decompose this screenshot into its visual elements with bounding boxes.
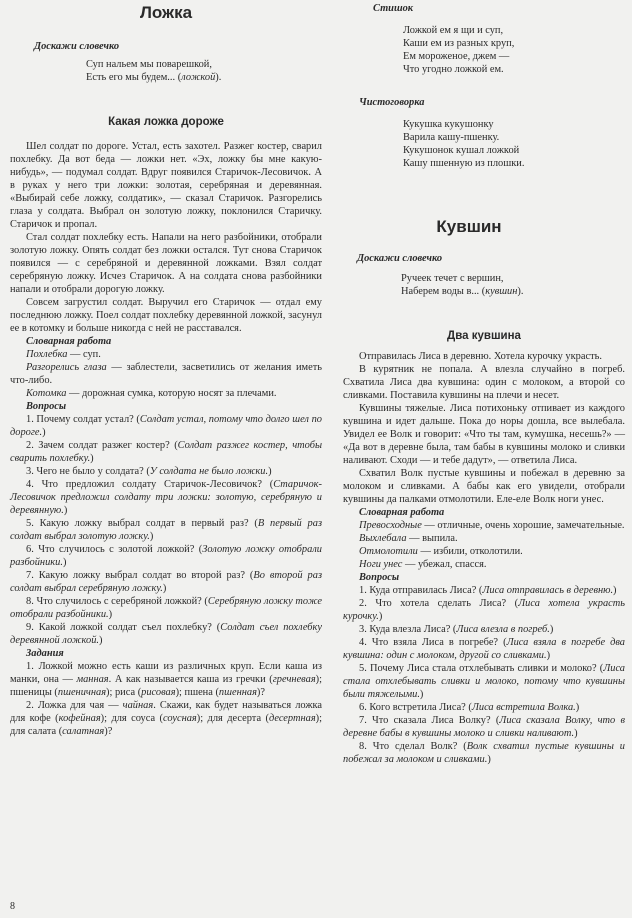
question-item: 2. Зачем солдат разжег костер? (Солдат разжег костер, чтобы сварить похлебку.) bbox=[10, 440, 322, 464]
stishok-label: Стишок bbox=[373, 3, 414, 14]
title-dva-kuvshina: Два кувшина bbox=[447, 330, 521, 342]
question-item: 8. Что случилось с серебряной ложкой? (Серебряную ложку тоже отобрали разбойники.) bbox=[10, 596, 322, 620]
paragraph: Стал солдат похлебку есть. Напали на него разбойники, отобрали золотую ложку. Опять солдат без ложки остался. Тут снова Старичок появился — с серебряной и деревянной ложками. Взял солдат серебряную ложку. Исчез Старичок. А на солдата снова разбойники напали и отобрали дорогую ложку. bbox=[10, 232, 322, 295]
slov-label-2: Словарная работа bbox=[359, 507, 445, 518]
riddle-line: Наберем воды в... (кувшин). bbox=[401, 286, 524, 297]
riddle-line: Есть его мы будем... (ложкой). bbox=[86, 72, 222, 83]
vocab-item: Превосходные — отличные, очень хорошие, замечательные. bbox=[359, 520, 625, 531]
story-kuvshin bbox=[343, 350, 625, 766]
vocab-item: Разгорелись глаза — заблестели, засветились от желания иметь что-либо. bbox=[10, 362, 322, 386]
title-lozhka: Ложка bbox=[139, 3, 193, 22]
questions-list bbox=[343, 584, 625, 766]
vocab-item: Ноги унес — убежал, спасся. bbox=[359, 559, 487, 570]
riddle-lozhka bbox=[40, 58, 322, 84]
z-label: Задания bbox=[26, 648, 64, 659]
question-item: 3. Куда влезла Лиса? (Лиса влезла в погреб.) bbox=[359, 624, 554, 635]
story-lozhka bbox=[10, 140, 322, 738]
page-number: 8 bbox=[10, 901, 15, 912]
paragraph: Отправилась Лиса в деревню. Хотела курочку украсть. bbox=[359, 351, 602, 362]
question-item: 4. Что взяла Лиса в погребе? (Лиса взяла в погребе два кувшина: один с молоком, другой со сливками.) bbox=[343, 637, 625, 661]
title-kakaya-lozhka: Какая ложка дороже bbox=[108, 116, 224, 128]
question-item: 6. Кого встретила Лиса? (Лиса встретила Волка.) bbox=[359, 702, 580, 713]
question-item: 5. Почему Лиса стала отхлебывать сливки и молоко? (Лиса стала отхлебывать сливки и молоко, потому что кувшины были тяжелыми.) bbox=[343, 663, 625, 700]
poem-line: Кукушонок кушал ложкой bbox=[403, 145, 520, 156]
vocab-item: Котомка — дорожная сумка, которую носят за плечами. bbox=[26, 388, 277, 399]
poem-line: Варила кашу-пшенку. bbox=[403, 132, 500, 143]
question-item: 7. Какую ложку выбрал солдат во второй раз? (Во второй раз солдат выбрал серебряную ложку.) bbox=[10, 570, 322, 594]
chist-poem bbox=[357, 118, 625, 170]
poem-line: Ем мороженое, джем — bbox=[403, 51, 510, 62]
dosk-label-2: Доскажи словечко bbox=[357, 253, 443, 264]
slov-label: Словарная работа bbox=[26, 336, 112, 347]
question-item: 7. Что сказала Лиса Волку? (Лиса сказала Волку, что в деревне бабы в кувшины молоко и сливки наливают.) bbox=[343, 715, 625, 739]
question-item: 8. Что сделал Волк? (Волк схватил пустые кувшины и побежал за молоком и сливками.) bbox=[343, 741, 625, 765]
poem-line: Ложкой ем я щи и суп, bbox=[403, 25, 504, 36]
paragraph: В курятник не попала. А влезла случайно в погреб. Схватила Лиса два кувшина: один с молоком, а второй со сливками. Поставила кувшины на плечи и несет. bbox=[343, 364, 625, 401]
dosk-label: Доскажи словечко bbox=[34, 41, 120, 52]
title-kuvshin: Кувшин bbox=[436, 217, 502, 236]
q-label-2: Вопросы bbox=[359, 572, 400, 583]
riddle-line: Ручеек течет с вершин, bbox=[401, 273, 504, 284]
task-item: 1. Ложкой можно есть каши из различных круп. Если каша из манки, она — манная. А как называется каша из гречки (гречневая); пшеницы (пшеничная); риса (рисовая); пшена (пшенная)? bbox=[10, 661, 323, 698]
question-item: 6. Что случилось с золотой ложкой? (Золотую ложку отобрали разбойники.) bbox=[10, 544, 322, 568]
paragraph: Шел солдат по дороге. Устал, есть захотел. Разжег костер, сварил похлебку. Да вот беда — ложки нет. «Эх, ложку бы мне какую-нибудь», — подумал солдат. Вдруг появился Старичок-Лесовичок. А в руках у него три ложки: золотая, серебряная и деревянная. «Выбирай себе ложку, солдатик», — сказал Старичок. Разгорелись глаза у солдата. Выбрал он золотую ложку, поклонился Старичку. Старичок и пропал. bbox=[10, 141, 322, 230]
vocab-item: Выхлебала — выпила. bbox=[359, 533, 458, 544]
question-item: 3. Чего не было у солдата? (У солдата не было ложки.) bbox=[26, 466, 272, 477]
poem-line: Каши ем из разных круп, bbox=[403, 38, 515, 49]
riddle-kuvshin bbox=[355, 272, 625, 298]
question-item: 5. Какую ложку выбрал солдат в первый раз? (В первый раз солдат выбрал золотую ложку.) bbox=[10, 518, 322, 542]
poem-line: Кукушка кукушонку bbox=[403, 119, 494, 130]
paragraph: Кувшины тяжелые. Лиса потихоньку отпивает из каждого кувшина и идет дальше. Пока до норы дошла, все вылебала. Увидел ее Волк и говорит: «Что ты там, кумушка, несешь?» — «Да вот в деревне была, там бабы в кувшины молоко и сливки наливают. Сходи — и тебе дадут», — ответила Лиса. bbox=[343, 403, 625, 466]
stishok-poem bbox=[357, 24, 625, 76]
tasks-list bbox=[10, 660, 322, 738]
paragraph: Схватил Волк пустые кувшины и побежал в деревню за молоком и сливками. А бабы как его увидели, отобрали кувшины да палками отмолотили. Еле-еле Волк ноги унес. bbox=[343, 468, 625, 505]
question-item: 1. Куда отправилась Лиса? (Лиса отправилась в деревню.) bbox=[359, 585, 617, 596]
question-item: 9. Какой ложкой солдат съел похлебку? (Солдат съел похлебку деревянной ложкой.) bbox=[10, 622, 322, 646]
riddle-line: Суп нальем мы поварешкой, bbox=[86, 59, 212, 70]
poem-line: Что угодно ложкой ем. bbox=[403, 64, 504, 75]
vocab-item: Похлебка — суп. bbox=[26, 349, 101, 360]
paragraph: Совсем загрустил солдат. Выручил его Старичок — отдал ему последнюю ложку. Поел солдат похлебку деревянной ложкой, засунул ее в котомку и больше никогда с ней не расставался. bbox=[10, 297, 322, 334]
task-item: 2. Ложка для чая — чайная. Скажи, как будет называться ложка для кофе (кофейная); для соуса (соусная); для десерта (десертная); для салата (салатная)? bbox=[10, 700, 323, 737]
q-label: Вопросы bbox=[26, 401, 67, 412]
question-item: 4. Что предложил солдату Старичок-Лесовичок? (Старичок-Лесовичок предложил солдату три ложки: золотую, серебряную и деревянную.) bbox=[10, 479, 322, 516]
chist-label: Чистоговорка bbox=[359, 97, 425, 108]
vocab-item: Отмолотили — избили, отколотили. bbox=[359, 546, 523, 557]
poem-line: Кашу пшенную из плошки. bbox=[403, 158, 525, 169]
question-item: 1. Почему солдат устал? (Солдат устал, потому что долго шел по дороге.) bbox=[10, 414, 322, 438]
questions-list bbox=[10, 413, 322, 647]
question-item: 2. Что хотела сделать Лиса? (Лиса хотела украсть курочку.) bbox=[343, 598, 625, 622]
